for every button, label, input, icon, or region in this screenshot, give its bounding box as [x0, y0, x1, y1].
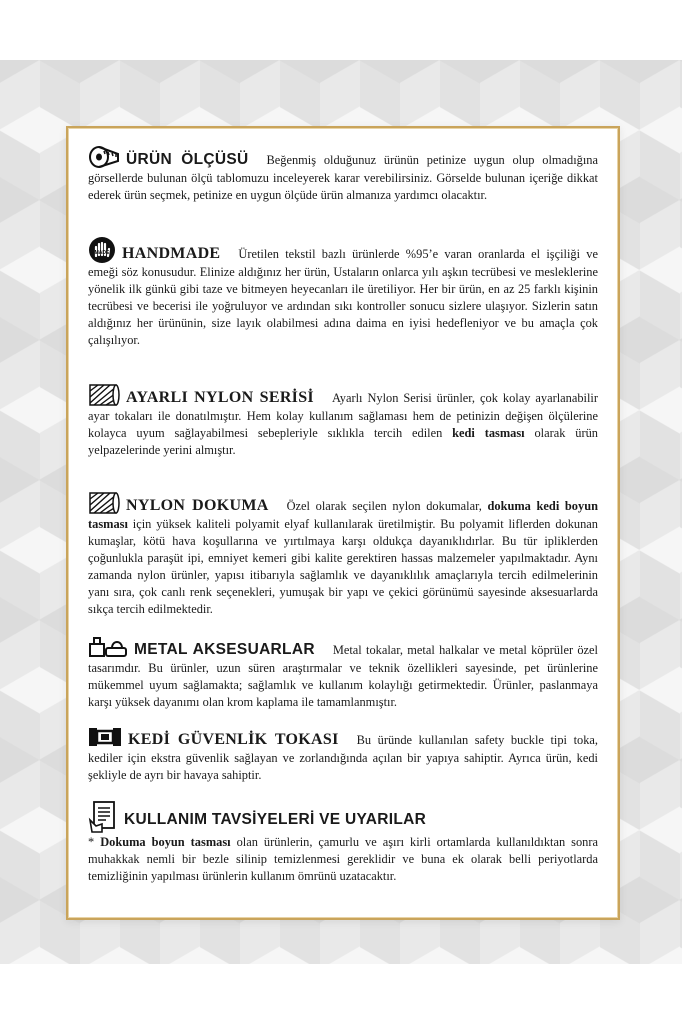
section-cat-safety-buckle — [88, 724, 598, 784]
section-title: HANDMADE — [122, 245, 221, 262]
section-title: NYLON DOKUMA — [126, 497, 269, 514]
section-nylon-weave — [88, 490, 598, 618]
section-text: Bu üründe kullanılan safety buckle tipi toka, kediler için ekstra güvenlik sağlayan ve zorlandığında açılan bir yapıya sahiptir. Ayrıca ürün, kedi şekliyle de ayrı bir havaya sahiptir. — [88, 733, 598, 782]
section-text: * — [88, 835, 101, 849]
section-metal-accessories — [88, 634, 598, 711]
section-text: için yüksek kaliteli polyamit elyaf kullanılarak üretilmiştir. Bu polyamit liflerden dokunan kumaşlar, kötü hava koşullarına ve yırtılmaya karşı oldukça dayanıklıdırlar. Bu tür ipliklerden çoğunlukla paraşüt ipi, emniyet kemeri gibi kalite gerektiren hassas malzemeler yapılmaktadır. Aynı zamanda nylon ürünler, yapısı itibarıyla sağlamlık ve dayanıklılık amaçlarıyla tercih edilmelerinin yanı sıra, çok canlı renk seçenekleri, yumuşak bir yapı ve çekici görünümü sayesinde aksesuarlarda sıkça tercih edilmektedir. — [88, 517, 598, 616]
section-text: olarak ürün yelpazelerinde yerini almıştır. — [88, 426, 598, 457]
section-text: Özel olarak seçilen nylon dokumalar, — [286, 499, 488, 513]
section-title: ÜRÜN ÖLÇÜSÜ — [126, 151, 249, 168]
section-bold-text: dokuma kedi boyun tasması — [88, 499, 598, 531]
section-bold-text: Dokuma boyun tasması — [100, 835, 231, 849]
section-text: Beğenmiş olduğunuz ürünün petinize uygun olup olmadığına görsellerde bulunan ölçü tablomuzu inceleyerek karar verebilirsiniz. Görselde bulunan içeriğe dikkat ederek ürün seçmek, petinize en uygun ölçüde ürün almanıza yardımcı olacaktır. — [88, 153, 598, 202]
handmade-hand-icon — [88, 236, 116, 264]
section-product-size — [88, 144, 598, 204]
info-panel — [66, 126, 620, 920]
section-text: olan ürünlerin, çamurlu ve aşırı kirli ortamlarda kullanıldıktan sonra muhakkak nemli bir bezle silinip temizlenmesi gereklidir ve buna ek olarak belli periyotlarda temizliğinin yapılması ürünlerin kullanım ömrünü uzatacaktır. — [88, 835, 598, 883]
fabric-roll-icon — [88, 382, 120, 408]
section-title: KULLANIM TAVSİYELERİ VE UYARILAR — [124, 811, 427, 828]
section-title: METAL AKSESUARLAR — [134, 641, 315, 658]
measuring-tape-icon — [88, 144, 120, 170]
document-hand-icon — [88, 800, 118, 834]
section-title: AYARLI NYLON SERİSİ — [126, 389, 314, 406]
section-title: KEDİ GÜVENLİK TOKASI — [128, 731, 339, 748]
svg-text:MADE: MADE — [94, 250, 110, 256]
section-usage-warnings — [88, 800, 598, 885]
section-text: Metal tokalar, metal halkalar ve metal köprüler özel tasarımdır. Bu ürünler, uzun süren araştırmalar ve teknik özellikleri sayesinde, pet ürünlerine mükemmel uyum sağlamakta; sağlamlık ve kullanım kolaylığı getirmektedir. Ürünler, paslanmaya karşı yüksek dayanımı olan krom kaplama ile tamamlanmıştır. — [88, 643, 598, 709]
section-text: Ayarlı Nylon Serisi ürünler, çok kolay ayarlanabilir ayar tokaları ile donatılmıştır. Hem kolay kullanım sağlaması hem de petinizin değişen ölçülerine kolayca uyum sağlayabilmesi sebepleriyle sıklıkla tercih edilen — [88, 391, 599, 440]
metal-buckle-icon — [88, 634, 128, 660]
section-adjustable-nylon — [88, 382, 598, 459]
safety-buckle-icon — [88, 724, 122, 750]
fabric-roll-icon — [88, 490, 120, 516]
section-bold-text: kedi tasması — [452, 426, 525, 440]
section-handmade — [88, 236, 598, 349]
section-text: Üretilen tekstil bazlı ürünlerde %95’e varan oranlarda el işçiliği ve emeği söz konusudur. Elinize aldığınız her ürün, Ustaların onlarca yılı aşkın tecrübesi ve mesleklerine yönelik ilk günkü gibi taze ve bitmeyen heyecanları ile üretiliyor. Her bir ürün, en az 25 farklı kişinin tecrübesi ve becerisi ile yoğruluyor ve ardından sıkı kontroller sonucu sizlere ulaşıyor. Sizlerin satın aldığınız her ürününin, size layık olabilmesi adına daima en iyisi hedefleniyor ve bu amaçla çok çalışılıyor. — [88, 247, 598, 347]
